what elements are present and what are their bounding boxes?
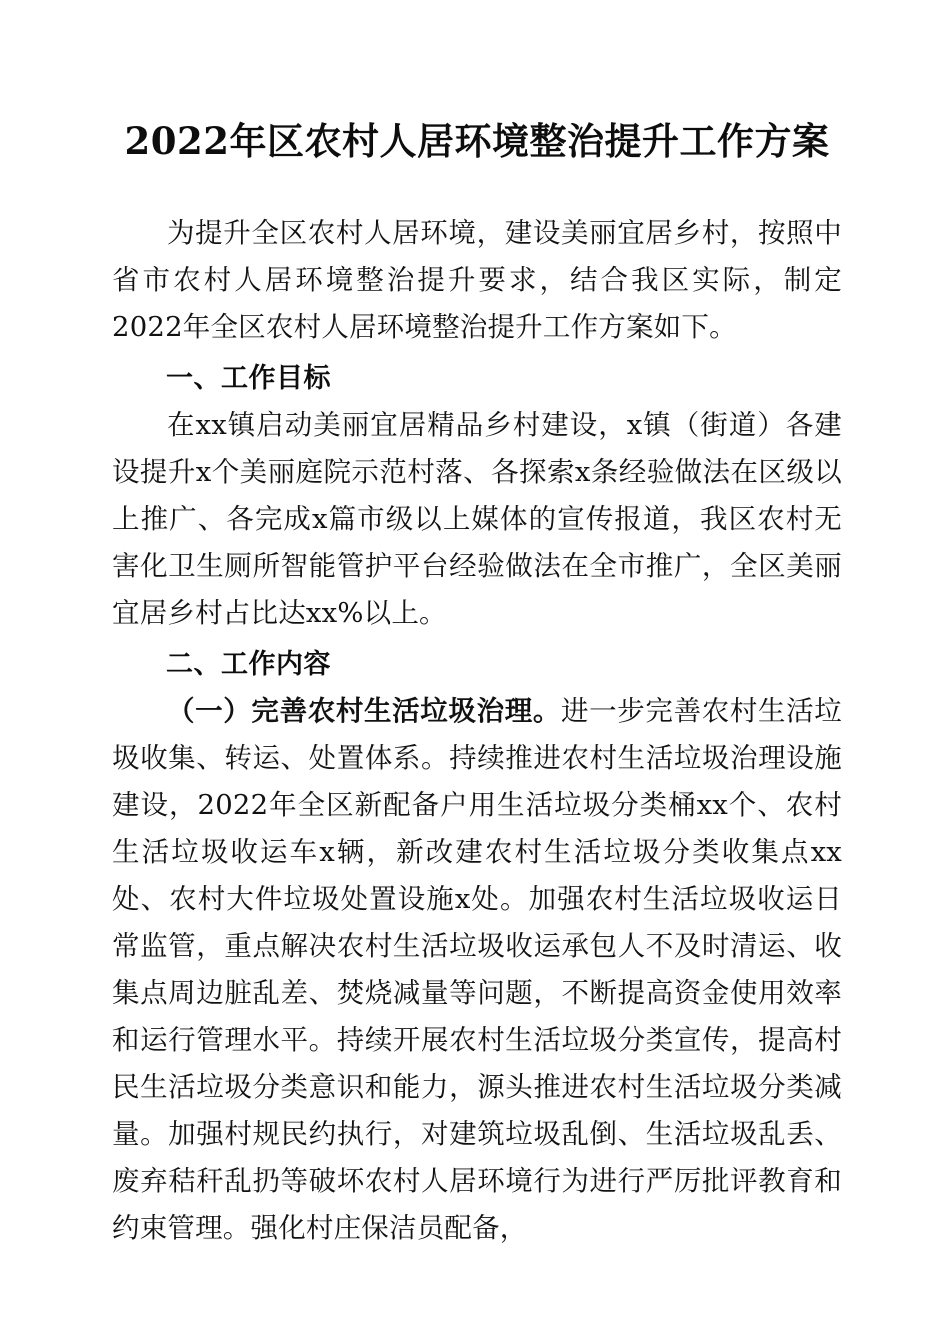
section-body-goals: 在xx镇启动美丽宜居精品乡村建设，x镇（街道）各建设提升x个美丽庭院示范村落、各探索x条经验做法在区级以上推广、各完成x篇市级以上媒体的宣传报道，我区农村无害化卫生厕所智能管护平台经验做法在全市推广，全区美丽宜居乡村占比达xx%以上。 <box>112 409 842 630</box>
section-body-content <box>112 688 842 1252</box>
intro-paragraph: 为提升全区农村人居环境，建设美丽宜居乡村，按照中省市农村人居环境整治提升要求，结合我区实际，制定2022年全区农村人居环境整治提升工作方案如下。 <box>112 217 842 344</box>
item-body-text: 进一步完善农村生活垃圾收集、转运、处置体系。持续推进农村生活垃圾治理设施建设，2022年全区新配备户用生活垃圾分类桶xx个、农村生活垃圾收运车x辆，新改建农村生活垃圾分类收集点xx处、农村大件垃圾处置设施x处。加强农村生活垃圾收运日常监管，重点解决农村生活垃圾收运承包人不及时清运、收集点周边脏乱差、焚烧减量等问题，不断提高资金使用效率和运行管理水平。持续开展农村生活垃圾分类宣传，提高村民生活垃圾分类意识和能力，源头推进农村生活垃圾分类减量。加强村规民约执行，对建筑垃圾乱倒、生活垃圾乱丢、废弃秸秆乱扔等破坏农村人居环境行为进行严厉批评教育和约束管理。强化村庄保洁员配备， <box>112 695 842 1245</box>
item-lead-label: （一）完善农村生活垃圾治理。 <box>167 695 561 728</box>
section-heading-goals: 一、工作目标 <box>166 363 331 395</box>
page-title: 2022年区农村人居环境整治提升工作方案 <box>124 119 830 163</box>
section-heading-content: 二、工作内容 <box>166 649 331 681</box>
